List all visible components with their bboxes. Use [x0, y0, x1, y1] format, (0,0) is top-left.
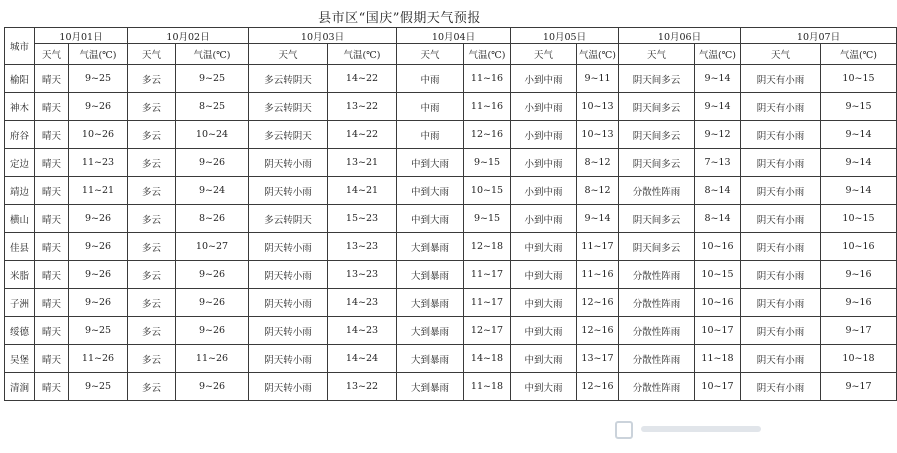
temperature-cell: 11~26: [69, 345, 128, 373]
temperature-cell: 9~26: [69, 233, 128, 261]
weather-cell: 阴天有小雨: [741, 289, 821, 317]
weather-column-header: 天气: [249, 44, 328, 65]
weather-cell: 阴天间多云: [619, 93, 695, 121]
temperature-cell: 10~15: [695, 261, 741, 289]
weather-cell: 多云: [128, 261, 176, 289]
temperature-cell: 10~15: [464, 177, 511, 205]
temperature-cell: 11~18: [695, 345, 741, 373]
temperature-cell: 14~22: [328, 65, 397, 93]
weather-cell: 中到大雨: [511, 317, 577, 345]
weather-cell: 多云: [128, 149, 176, 177]
weather-cell: 晴天: [35, 289, 69, 317]
weather-cell: 中到大雨: [511, 289, 577, 317]
temperature-cell: 11~17: [464, 261, 511, 289]
city-cell: 佳县: [5, 233, 35, 261]
weather-cell: 中到大雨: [397, 149, 464, 177]
date-header-row: [5, 28, 897, 44]
table-row: [5, 149, 897, 177]
weather-cell: 大到暴雨: [397, 233, 464, 261]
temperature-cell: 9~26: [69, 93, 128, 121]
temperature-cell: 13~22: [328, 93, 397, 121]
date-header: 10月03日: [249, 28, 397, 44]
temperature-cell: 10~18: [821, 345, 897, 373]
weather-cell: 阴天转小雨: [249, 373, 328, 401]
weather-cell: 中到大雨: [397, 177, 464, 205]
temperature-cell: 10~24: [176, 121, 249, 149]
weather-cell: 阴天有小雨: [741, 317, 821, 345]
temperature-cell: 11~26: [176, 345, 249, 373]
temperature-cell: 8~12: [577, 149, 619, 177]
weather-cell: 晴天: [35, 121, 69, 149]
weather-cell: 阴天转小雨: [249, 345, 328, 373]
temperature-cell: 9~26: [176, 373, 249, 401]
temperature-cell: 9~16: [821, 261, 897, 289]
weather-cell: 晴天: [35, 93, 69, 121]
temperature-cell: 9~26: [176, 261, 249, 289]
temp-column-header: 气温(℃): [328, 44, 397, 65]
temp-column-header: 气温(℃): [464, 44, 511, 65]
weather-cell: 多云: [128, 205, 176, 233]
city-cell: 子洲: [5, 289, 35, 317]
city-column-header: 城市: [5, 28, 35, 65]
temperature-cell: 12~18: [464, 233, 511, 261]
temperature-cell: 12~16: [577, 289, 619, 317]
city-cell: 吴堡: [5, 345, 35, 373]
weather-cell: 阴天转小雨: [249, 177, 328, 205]
weather-cell: 阴天转小雨: [249, 233, 328, 261]
temperature-cell: 9~16: [821, 289, 897, 317]
weather-cell: 晴天: [35, 345, 69, 373]
temperature-cell: 11~21: [69, 177, 128, 205]
weather-cell: 晴天: [35, 149, 69, 177]
temperature-cell: 10~16: [695, 233, 741, 261]
weather-cell: 阴天有小雨: [741, 121, 821, 149]
weather-cell: 小到中雨: [511, 177, 577, 205]
temperature-cell: 9~15: [464, 149, 511, 177]
weather-cell: 多云: [128, 177, 176, 205]
temperature-cell: 10~16: [821, 233, 897, 261]
table-row: [5, 177, 897, 205]
temperature-cell: 15~23: [328, 205, 397, 233]
weather-cell: 阴天有小雨: [741, 261, 821, 289]
table-row: [5, 317, 897, 345]
weather-cell: 小到中雨: [511, 93, 577, 121]
temperature-cell: 9~14: [577, 205, 619, 233]
weather-cell: 阴天间多云: [619, 149, 695, 177]
weather-cell: 分散性阵雨: [619, 317, 695, 345]
weather-cell: 阴天转小雨: [249, 261, 328, 289]
weather-cell: 阴天转小雨: [249, 289, 328, 317]
weather-cell: 多云: [128, 65, 176, 93]
forecast-body: [5, 65, 897, 401]
temperature-cell: 11~16: [464, 93, 511, 121]
weather-cell: 晴天: [35, 373, 69, 401]
temperature-cell: 10~13: [577, 93, 619, 121]
weather-cell: 阴天有小雨: [741, 373, 821, 401]
weather-cell: 阴天转小雨: [249, 317, 328, 345]
temperature-cell: 9~26: [176, 289, 249, 317]
weather-cell: 阴天有小雨: [741, 65, 821, 93]
temperature-cell: 12~17: [464, 317, 511, 345]
temperature-cell: 10~13: [577, 121, 619, 149]
temperature-cell: 13~21: [328, 149, 397, 177]
temp-column-header: 气温(℃): [695, 44, 741, 65]
weather-cell: 晴天: [35, 233, 69, 261]
temperature-cell: 8~25: [176, 93, 249, 121]
temperature-cell: 12~16: [577, 317, 619, 345]
weather-cell: 晴天: [35, 205, 69, 233]
temp-column-header: 气温(℃): [821, 44, 897, 65]
temperature-cell: 9~25: [69, 65, 128, 93]
weather-cell: 大到暴雨: [397, 317, 464, 345]
weather-cell: 多云转阴天: [249, 93, 328, 121]
table-row: [5, 233, 897, 261]
temperature-cell: 11~17: [577, 233, 619, 261]
weather-cell: 阴天有小雨: [741, 177, 821, 205]
temperature-cell: 9~15: [464, 205, 511, 233]
weather-cell: 分散性阵雨: [619, 177, 695, 205]
temp-column-header: 气温(℃): [176, 44, 249, 65]
weather-column-header: 天气: [741, 44, 821, 65]
weather-cell: 阴天间多云: [619, 233, 695, 261]
temperature-cell: 10~15: [821, 65, 897, 93]
city-cell: 定边: [5, 149, 35, 177]
city-cell: 榆阳: [5, 65, 35, 93]
weather-cell: 多云: [128, 317, 176, 345]
weather-cell: 分散性阵雨: [619, 261, 695, 289]
temperature-cell: 8~26: [176, 205, 249, 233]
weather-cell: 大到暴雨: [397, 373, 464, 401]
weather-cell: 中到大雨: [397, 205, 464, 233]
date-header: 10月05日: [511, 28, 619, 44]
sub-header-row: [5, 44, 897, 65]
temperature-cell: 11~16: [464, 65, 511, 93]
weather-cell: 中雨: [397, 93, 464, 121]
weather-cell: 分散性阵雨: [619, 373, 695, 401]
weather-cell: 分散性阵雨: [619, 289, 695, 317]
city-cell: 绥德: [5, 317, 35, 345]
weather-cell: 多云: [128, 93, 176, 121]
temperature-cell: 12~16: [577, 373, 619, 401]
temp-column-header: 气温(℃): [577, 44, 619, 65]
temperature-cell: 9~26: [69, 289, 128, 317]
temperature-cell: 14~18: [464, 345, 511, 373]
weather-cell: 中到大雨: [511, 345, 577, 373]
temperature-cell: 9~26: [176, 317, 249, 345]
weather-cell: 晴天: [35, 65, 69, 93]
temperature-cell: 9~15: [821, 93, 897, 121]
weather-cell: 多云: [128, 345, 176, 373]
date-header: 10月04日: [397, 28, 511, 44]
weather-cell: 中到大雨: [511, 373, 577, 401]
table-row: [5, 65, 897, 93]
weather-cell: 小到中雨: [511, 121, 577, 149]
temperature-cell: 9~26: [69, 205, 128, 233]
temperature-cell: 9~14: [821, 149, 897, 177]
date-header: 10月06日: [619, 28, 741, 44]
date-header: 10月02日: [128, 28, 249, 44]
weather-cell: 大到暴雨: [397, 345, 464, 373]
weather-column-header: 天气: [619, 44, 695, 65]
temperature-cell: 14~22: [328, 121, 397, 149]
table-row: [5, 205, 897, 233]
weather-cell: 阴天有小雨: [741, 205, 821, 233]
weather-cell: 中到大雨: [511, 261, 577, 289]
table-row: [5, 289, 897, 317]
weather-cell: 多云: [128, 233, 176, 261]
city-cell: 横山: [5, 205, 35, 233]
temperature-cell: 10~15: [821, 205, 897, 233]
weather-cell: 阴天有小雨: [741, 93, 821, 121]
temperature-cell: 9~14: [695, 93, 741, 121]
weather-cell: 小到中雨: [511, 205, 577, 233]
watermark-bar: [641, 426, 761, 432]
weather-cell: 中雨: [397, 65, 464, 93]
weather-cell: 多云: [128, 121, 176, 149]
weather-cell: 晴天: [35, 317, 69, 345]
date-header: 10月01日: [35, 28, 128, 44]
temperature-cell: 12~16: [464, 121, 511, 149]
city-cell: 靖边: [5, 177, 35, 205]
city-cell: 清涧: [5, 373, 35, 401]
temperature-cell: 9~17: [821, 317, 897, 345]
temperature-cell: 9~14: [821, 121, 897, 149]
weather-cell: 多云: [128, 289, 176, 317]
weather-cell: 小到中雨: [511, 65, 577, 93]
temperature-cell: 11~16: [577, 261, 619, 289]
weather-cell: 晴天: [35, 261, 69, 289]
weather-cell: 阴天有小雨: [741, 233, 821, 261]
weather-cell: 分散性阵雨: [619, 345, 695, 373]
table-row: [5, 373, 897, 401]
weather-cell: 阴天间多云: [619, 121, 695, 149]
weather-cell: 阴天间多云: [619, 65, 695, 93]
temperature-cell: 10~17: [695, 373, 741, 401]
temperature-cell: 10~26: [69, 121, 128, 149]
weather-cell: 多云转阴天: [249, 205, 328, 233]
weather-cell: 多云转阴天: [249, 65, 328, 93]
watermark-logo-icon: [615, 421, 633, 439]
temperature-cell: 7~13: [695, 149, 741, 177]
weather-cell: 小到中雨: [511, 149, 577, 177]
city-cell: 府谷: [5, 121, 35, 149]
temperature-cell: 9~14: [821, 177, 897, 205]
weather-cell: 阴天间多云: [619, 205, 695, 233]
weather-cell: 中雨: [397, 121, 464, 149]
weather-cell: 阴天有小雨: [741, 345, 821, 373]
temperature-cell: 13~17: [577, 345, 619, 373]
weather-column-header: 天气: [397, 44, 464, 65]
temperature-cell: 8~12: [577, 177, 619, 205]
table-row: [5, 261, 897, 289]
table-row: [5, 345, 897, 373]
temperature-cell: 9~26: [176, 149, 249, 177]
forecast-table: [4, 27, 897, 401]
temperature-cell: 9~12: [695, 121, 741, 149]
weather-cell: 大到暴雨: [397, 289, 464, 317]
temperature-cell: 14~23: [328, 289, 397, 317]
temperature-cell: 13~22: [328, 373, 397, 401]
temp-column-header: 气温(℃): [69, 44, 128, 65]
temperature-cell: 13~23: [328, 261, 397, 289]
temperature-cell: 13~23: [328, 233, 397, 261]
temperature-cell: 10~16: [695, 289, 741, 317]
temperature-cell: 10~17: [695, 317, 741, 345]
page-title: 县市区“国庆”假期天气预报: [318, 11, 481, 26]
weather-cell: 阴天转小雨: [249, 149, 328, 177]
temperature-cell: 9~25: [69, 317, 128, 345]
temperature-cell: 14~21: [328, 177, 397, 205]
weather-cell: 中到大雨: [511, 233, 577, 261]
temperature-cell: 9~24: [176, 177, 249, 205]
weather-cell: 多云: [128, 373, 176, 401]
city-cell: 神木: [5, 93, 35, 121]
temperature-cell: 11~18: [464, 373, 511, 401]
temperature-cell: 9~11: [577, 65, 619, 93]
temperature-cell: 14~23: [328, 317, 397, 345]
temperature-cell: 9~26: [69, 261, 128, 289]
temperature-cell: 14~24: [328, 345, 397, 373]
temperature-cell: 9~25: [176, 65, 249, 93]
weather-cell: 大到暴雨: [397, 261, 464, 289]
weather-cell: 晴天: [35, 177, 69, 205]
table-row: [5, 93, 897, 121]
temperature-cell: 11~23: [69, 149, 128, 177]
weather-column-header: 天气: [511, 44, 577, 65]
temperature-cell: 11~17: [464, 289, 511, 317]
table-row: [5, 121, 897, 149]
weather-cell: 多云转阴天: [249, 121, 328, 149]
temperature-cell: 9~17: [821, 373, 897, 401]
temperature-cell: 9~14: [695, 65, 741, 93]
watermark-overlay: [597, 411, 793, 449]
temperature-cell: 9~25: [69, 373, 128, 401]
temperature-cell: 8~14: [695, 177, 741, 205]
weather-column-header: 天气: [35, 44, 69, 65]
temperature-cell: 10~27: [176, 233, 249, 261]
city-cell: 米脂: [5, 261, 35, 289]
temperature-cell: 8~14: [695, 205, 741, 233]
weather-column-header: 天气: [128, 44, 176, 65]
date-header: 10月07日: [741, 28, 897, 44]
weather-cell: 阴天有小雨: [741, 149, 821, 177]
